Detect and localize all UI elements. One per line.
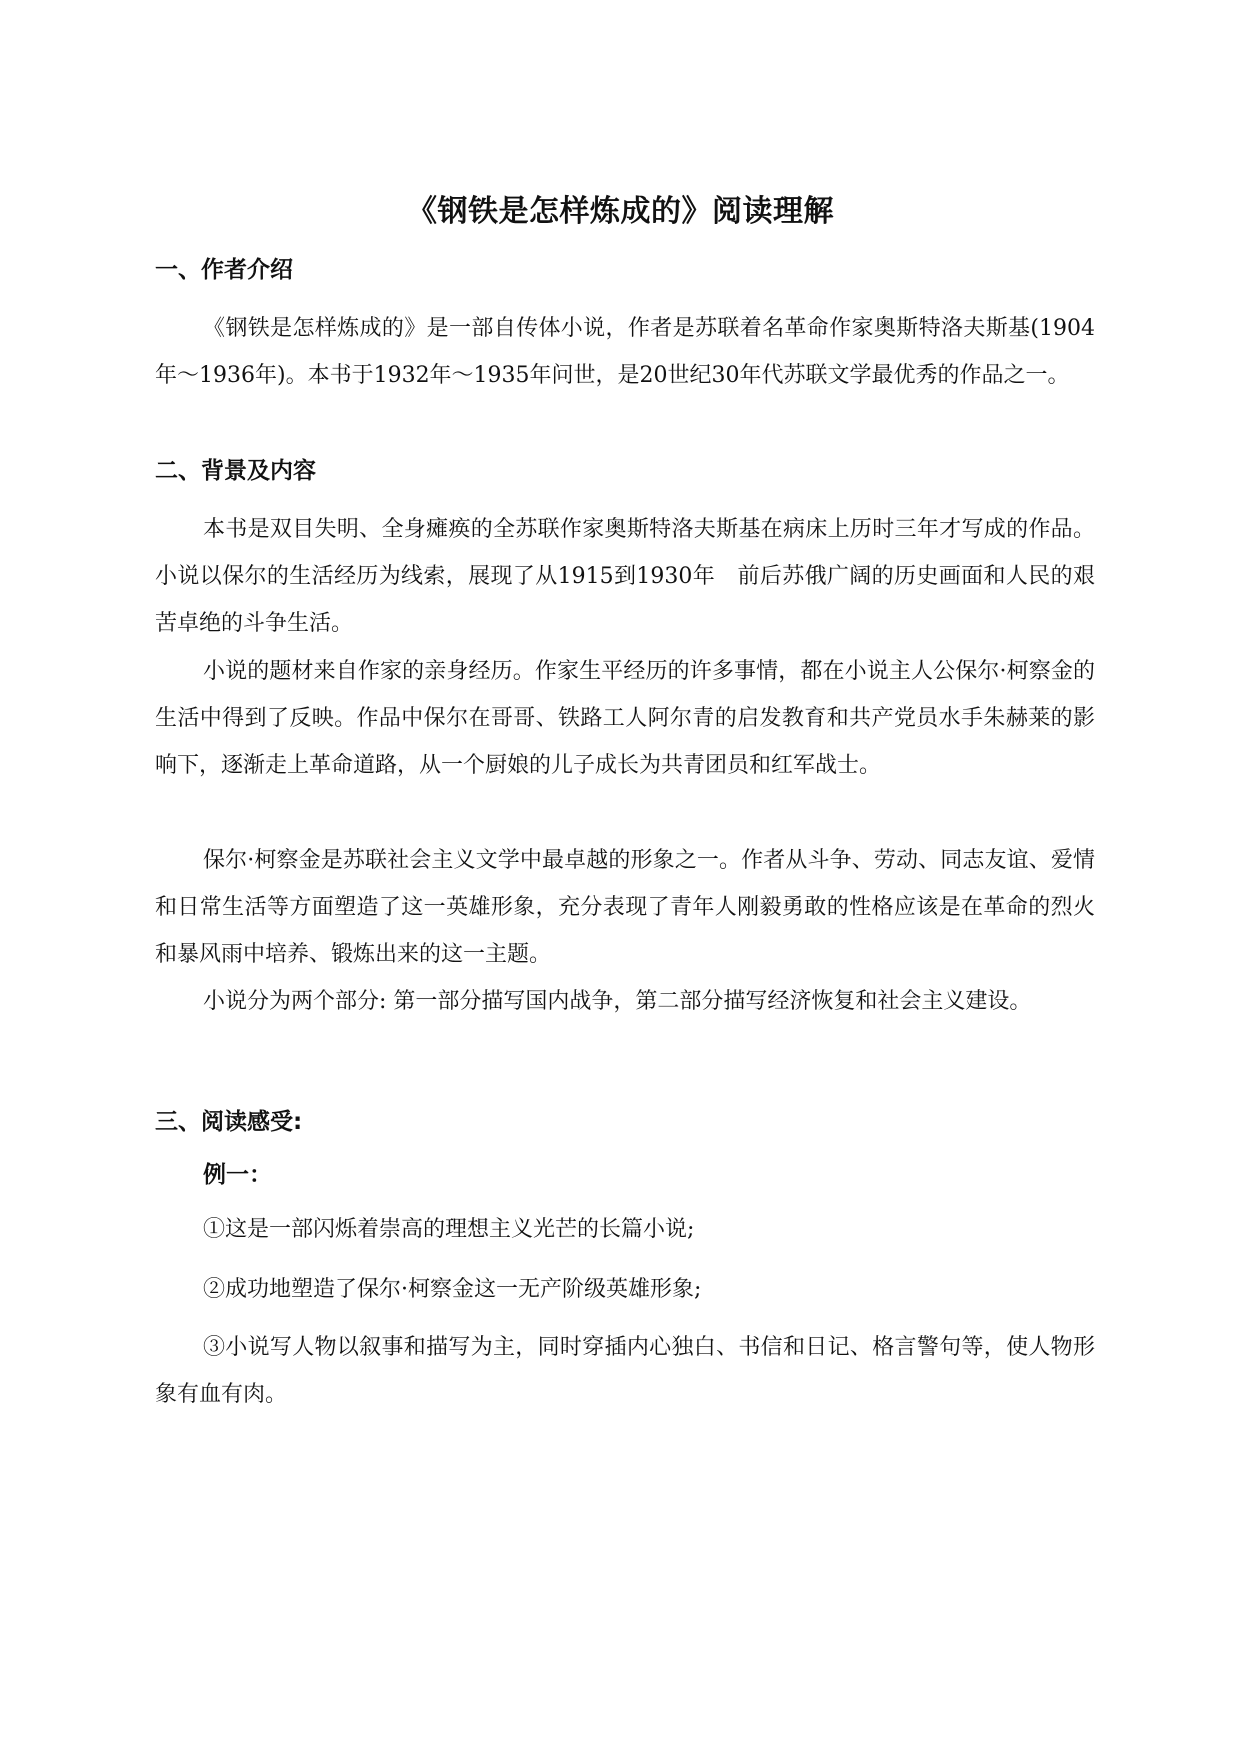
paragraph-background-3: 保尔·柯察金是苏联社会主义文学中最卓越的形象之一。作者从斗争、劳动、同志友谊、爱情和日常生活等方面塑造了这一英雄形象，充分表现了青年人刚毅勇敢的性格应该是在革命的烈火和暴风雨中培养、锻炼出来的这一主题。 [155,848,1095,967]
section-heading-author: 一、作者介绍 [155,257,293,283]
paragraph-background-2: 小说的题材来自作家的亲身经历。作家生平经历的许多事情，都在小说主人公保尔·柯察金的生活中得到了反映。作品中保尔在哥哥、铁路工人阿尔青的启发教育和共产党员水手朱赫莱的影响下，逐渐走上革命道路，从一个厨娘的儿子成长为共青团员和红军战士。 [155,659,1095,778]
paragraph-author-intro: 《钢铁是怎样炼成的》是一部自传体小说，作者是苏联着名革命作家奥斯特洛夫斯基(1904年～1936年)。本书于1932年～1935年问世，是20世纪30年代苏联文学最优秀的作品之一。 [155,316,1095,388]
document-title: 《钢铁是怎样炼成的》阅读理解 [407,194,834,229]
section-heading-background: 二、背景及内容 [155,458,316,484]
section-heading-reading: 三、阅读感受: [155,1109,303,1135]
list-item: ①这是一部闪烁着崇高的理想主义光芒的长篇小说; [203,1217,695,1242]
list-item: ③小说写人物以叙事和描写为主，同时穿插内心独白、书信和日记、格言警句等，使人物形象有血有肉。 [155,1335,1095,1407]
list-item: ②成功地塑造了保尔·柯察金这一无产阶级英雄形象; [203,1277,702,1302]
paragraph-background-4: 小说分为两个部分: 第一部分描写国内战争，第二部分描写经济恢复和社会主义建设。 [203,989,1032,1014]
paragraph-background-1: 本书是双目失明、全身瘫痪的全苏联作家奥斯特洛夫斯基在病床上历时三年才写成的作品。小说以保尔的生活经历为线索，展现了从1915到1930年 前后苏俄广阔的历史画面和人民的艰苦卓绝的斗争生活。 [155,517,1095,636]
example-label: 例一： [203,1162,272,1188]
